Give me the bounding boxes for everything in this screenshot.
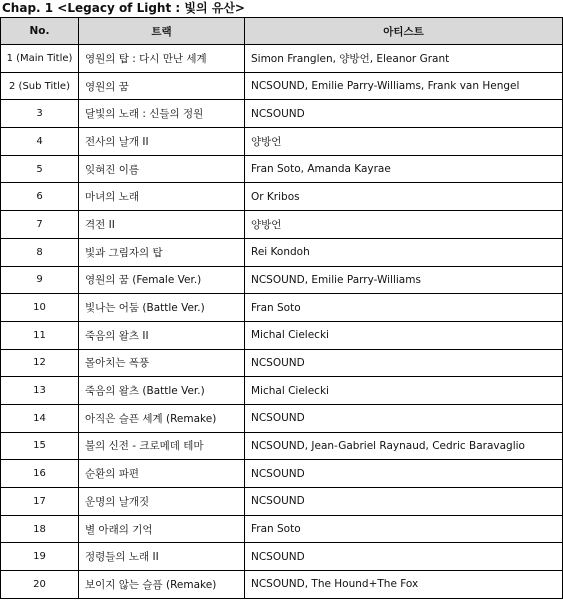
cell-artist: NCSOUND [245, 349, 563, 377]
cell-artist: NCSOUND [245, 460, 563, 488]
cell-no: 17 [1, 488, 79, 516]
cell-no: 4 [1, 128, 79, 156]
cell-track: 불의 신전 - 크로메데 테마 [79, 432, 245, 460]
page-title: Chap. 1 <Legacy of Light : 빛의 유산> [2, 1, 245, 15]
cell-no: 9 [1, 266, 79, 294]
cell-artist: NCSOUND [245, 100, 563, 128]
cell-no: 14 [1, 404, 79, 432]
table-row [1, 211, 563, 239]
cell-no: 5 [1, 155, 79, 183]
cell-artist: NCSOUND, The Hound+The Fox [245, 571, 563, 599]
table-row [1, 100, 563, 128]
header-artist: 아티스트 [245, 18, 563, 45]
cell-no: 11 [1, 321, 79, 349]
table-row [1, 183, 563, 211]
cell-artist: NCSOUND, Emilie Parry-Williams [245, 266, 563, 294]
cell-no: 12 [1, 349, 79, 377]
cell-track: 빛과 그림자의 탑 [79, 238, 245, 266]
cell-track: 영원의 꿈 (Female Ver.) [79, 266, 245, 294]
cell-track: 잊혀진 이름 [79, 155, 245, 183]
table-row [1, 155, 563, 183]
table-row [1, 349, 563, 377]
cell-artist: Or Kribos [245, 183, 563, 211]
tracklist-table [0, 17, 563, 599]
cell-no: 16 [1, 460, 79, 488]
cell-no: 2 (Sub Title) [1, 72, 79, 100]
cell-no: 1 (Main Title) [1, 45, 79, 73]
cell-no: 18 [1, 515, 79, 543]
table-row [1, 571, 563, 599]
tracklist-body [1, 45, 563, 599]
cell-artist: NCSOUND [245, 488, 563, 516]
cell-track: 운명의 날개짓 [79, 488, 245, 516]
cell-no: 6 [1, 183, 79, 211]
table-row [1, 488, 563, 516]
cell-track: 아직은 슬픈 세계 (Remake) [79, 404, 245, 432]
cell-track: 보이지 않는 슬픔 (Remake) [79, 571, 245, 599]
cell-track: 영원의 꿈 [79, 72, 245, 100]
cell-artist: Rei Kondoh [245, 238, 563, 266]
cell-artist: NCSOUND [245, 404, 563, 432]
cell-track: 영원의 탑 : 다시 만난 세계 [79, 45, 245, 73]
cell-no: 7 [1, 211, 79, 239]
table-row [1, 460, 563, 488]
cell-artist: Michal Cielecki [245, 321, 563, 349]
cell-no: 15 [1, 432, 79, 460]
cell-no: 13 [1, 377, 79, 405]
table-row [1, 404, 563, 432]
cell-artist: NCSOUND [245, 543, 563, 571]
table-row [1, 294, 563, 322]
cell-track: 순환의 파편 [79, 460, 245, 488]
cell-no: 8 [1, 238, 79, 266]
cell-track: 마녀의 노래 [79, 183, 245, 211]
cell-artist: 양방언 [245, 211, 563, 239]
cell-artist: Fran Soto [245, 515, 563, 543]
cell-artist: NCSOUND, Jean-Gabriel Raynaud, Cedric Baravaglio [245, 432, 563, 460]
table-row [1, 515, 563, 543]
cell-no: 19 [1, 543, 79, 571]
cell-artist: Michal Cielecki [245, 377, 563, 405]
header-no: No. [1, 18, 79, 45]
cell-no: 3 [1, 100, 79, 128]
table-row [1, 321, 563, 349]
table-row [1, 377, 563, 405]
cell-track: 빛나는 어둠 (Battle Ver.) [79, 294, 245, 322]
cell-track: 죽음의 왈츠 II [79, 321, 245, 349]
cell-artist: 양방언 [245, 128, 563, 156]
cell-no: 20 [1, 571, 79, 599]
table-row [1, 543, 563, 571]
table-row [1, 45, 563, 73]
cell-track: 달빛의 노래 : 신들의 정원 [79, 100, 245, 128]
cell-track: 전사의 날개 II [79, 128, 245, 156]
table-row [1, 432, 563, 460]
cell-track: 격전 II [79, 211, 245, 239]
table-row [1, 128, 563, 156]
cell-artist: Simon Franglen, 양방언, Eleanor Grant [245, 45, 563, 73]
table-row [1, 238, 563, 266]
table-row [1, 72, 563, 100]
cell-artist: Fran Soto, Amanda Kayrae [245, 155, 563, 183]
header-track: 트랙 [79, 18, 245, 45]
cell-track: 정령들의 노래 II [79, 543, 245, 571]
cell-track: 죽음의 왈츠 (Battle Ver.) [79, 377, 245, 405]
table-row [1, 266, 563, 294]
cell-track: 몰아치는 폭풍 [79, 349, 245, 377]
cell-no: 10 [1, 294, 79, 322]
cell-artist: Fran Soto [245, 294, 563, 322]
cell-artist: NCSOUND, Emilie Parry-Williams, Frank van Hengel [245, 72, 563, 100]
table-header-row [1, 18, 563, 45]
cell-track: 별 아래의 기억 [79, 515, 245, 543]
